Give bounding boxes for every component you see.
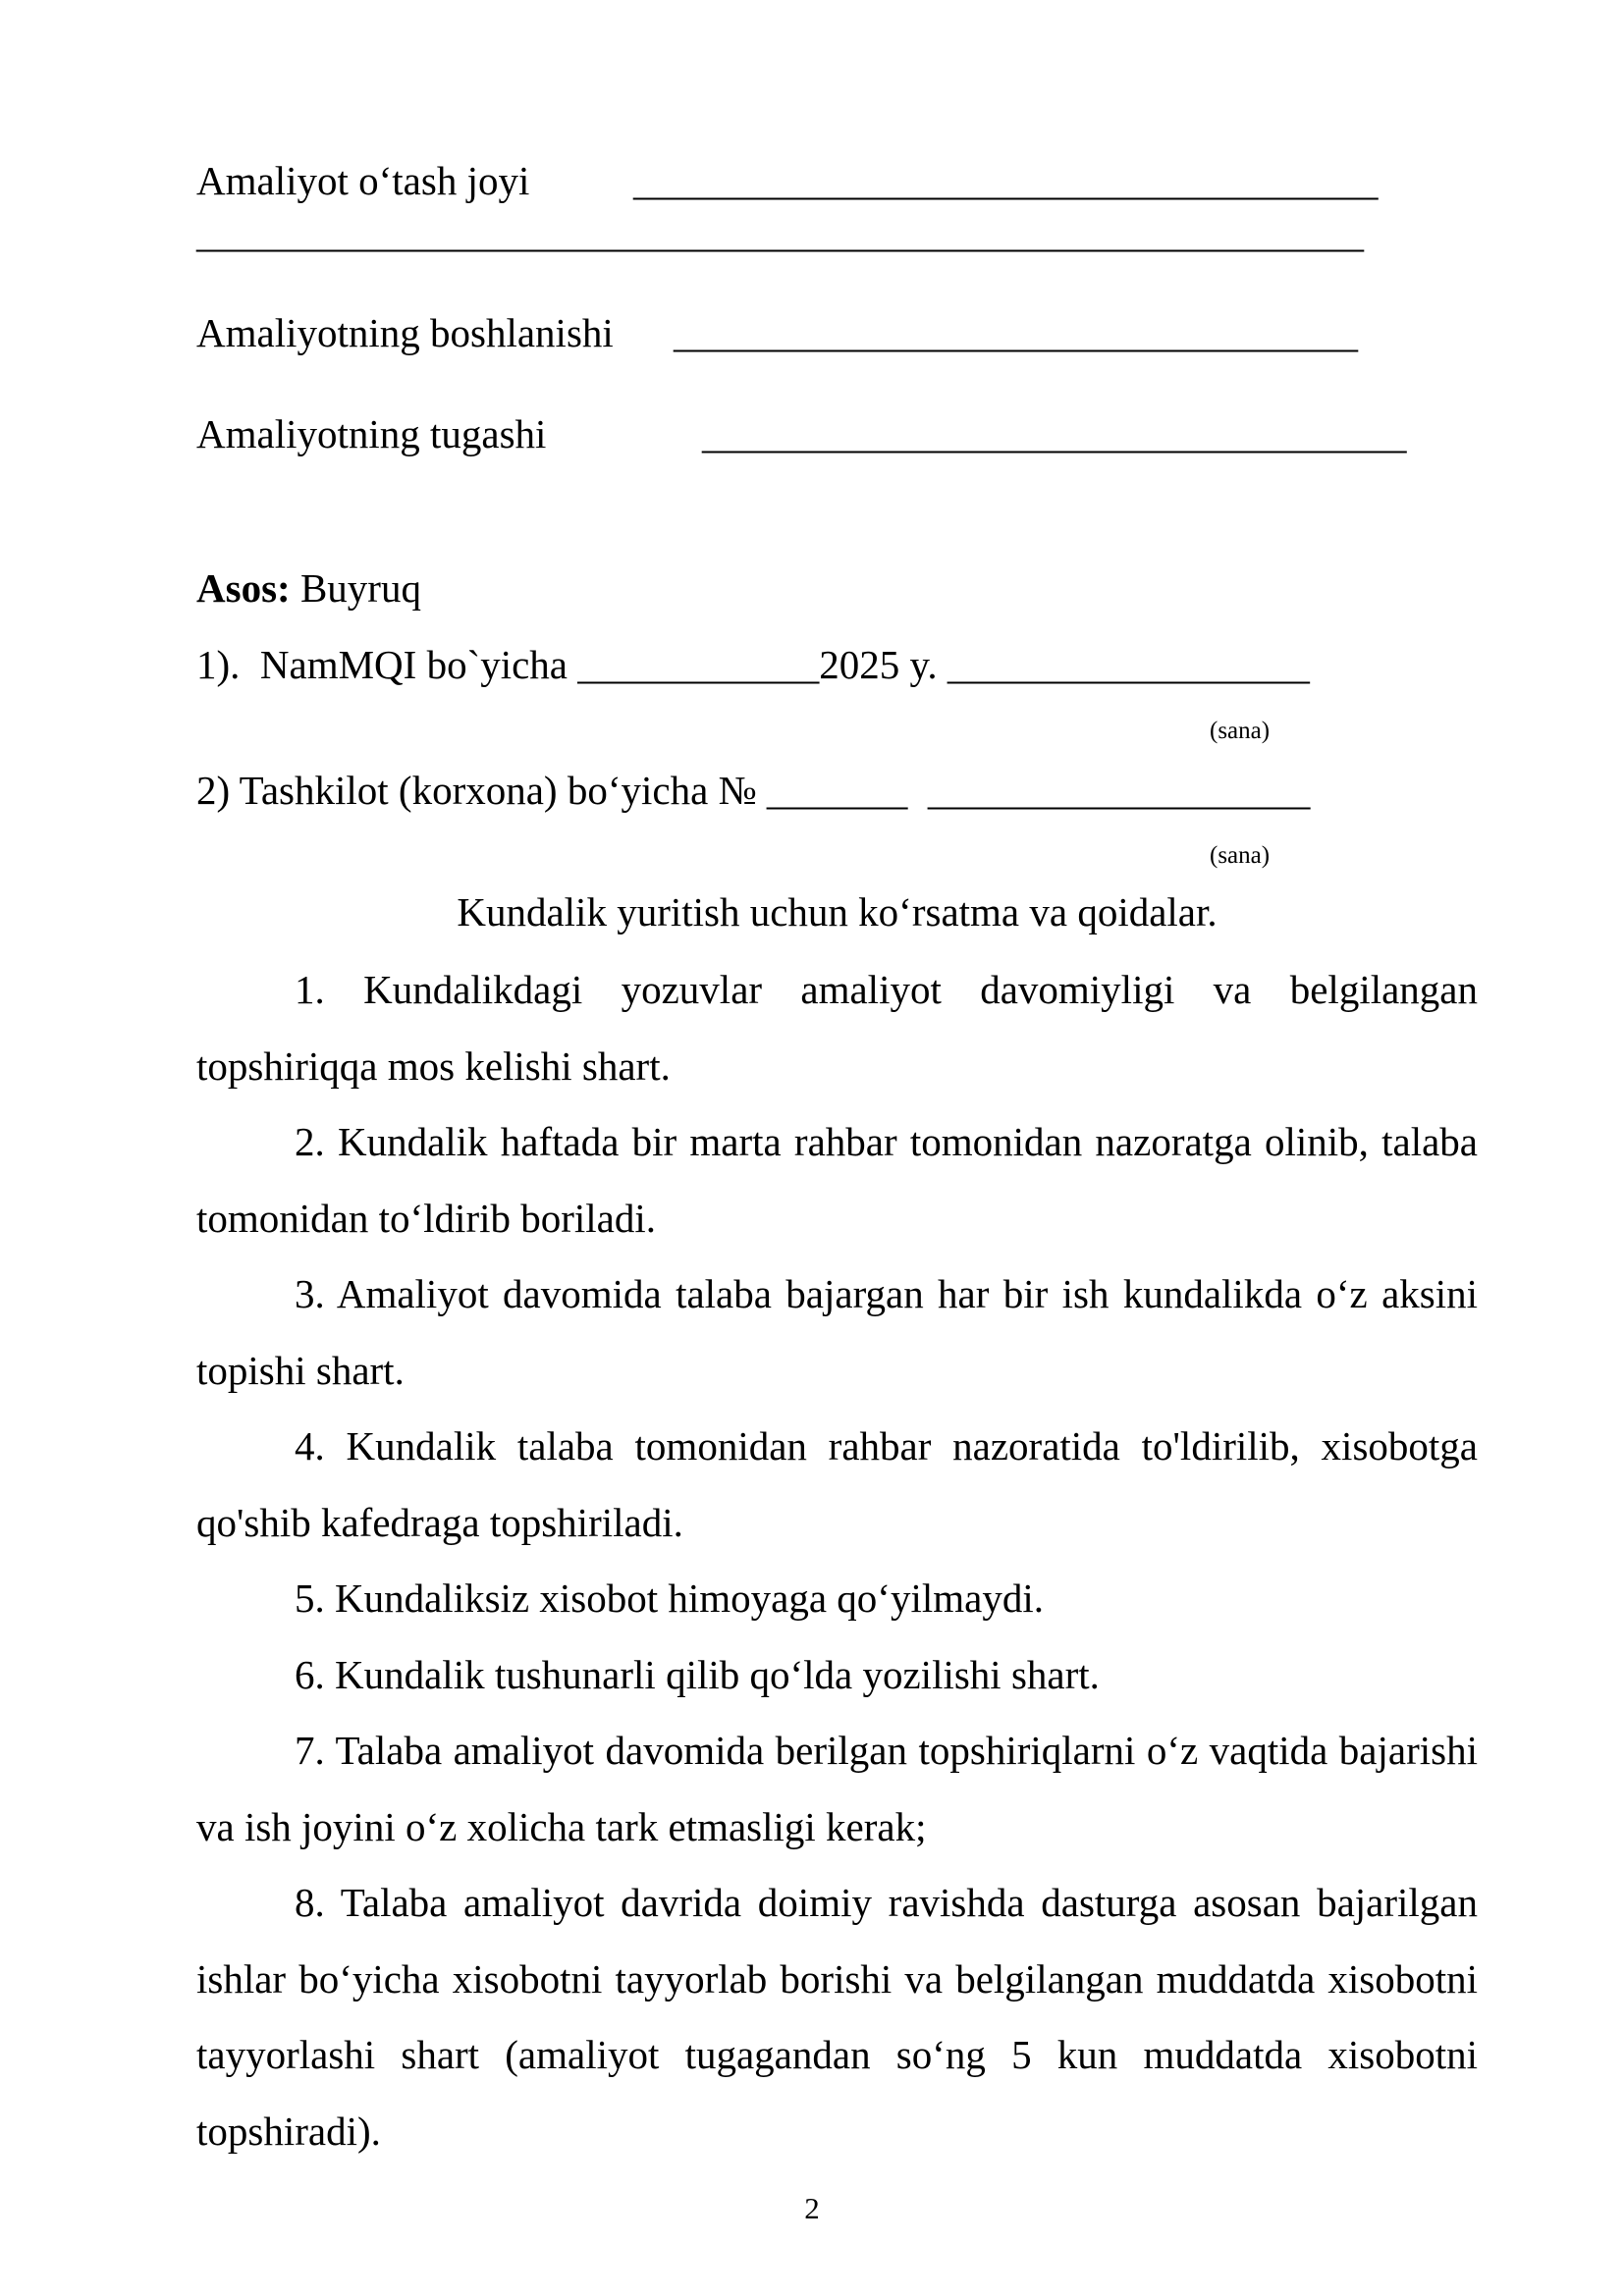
- start-blank: __________________________________: [674, 310, 1358, 355]
- basis-value: Buyruq: [290, 565, 421, 611]
- basis-order-1-date-note: (sana): [1210, 718, 1271, 744]
- end-label: Amaliyotning tugashi: [196, 411, 547, 456]
- basis-line: [196, 564, 421, 612]
- start-label: Amaliyotning boshlanishi: [196, 310, 614, 355]
- basis-order-2-date-note: (sana): [1210, 842, 1271, 869]
- end-blank: ___________________________________: [702, 411, 1407, 456]
- place-blank-second-line: __________________________________________________________: [196, 210, 1364, 255]
- page-number: 2: [804, 2191, 820, 2225]
- instruction-item-8: 8. Talaba amaliyot davrida doimiy ravishda dasturga asosan bajarilgan ishlar bo‘yicha xisobotni tayyorlab borishi va belgilangan muddatda xisobotni tayyorlashi shart (amaliyot tugagandan so‘ng 5 kun muddatda xisobotni topshiradi).: [196, 1880, 1478, 2154]
- place-blank: _____________________________________: [633, 158, 1379, 203]
- place-label: Amaliyot o‘tash joyi: [196, 158, 530, 203]
- instruction-item-3: 3. Amaliyot davomida talaba bajargan har bir ish kundalikda o‘z aksini topishi shart.: [196, 1271, 1478, 1393]
- instruction-item-7: 7. Talaba amaliyot davomida berilgan topshiriqlarni o‘z vaqtida bajarishi va ish joyini o‘z xolicha tark etmasligi kerak;: [196, 1728, 1478, 1849]
- instructions-title: Kundalik yuritish uchun ko‘rsatma va qoidalar.: [457, 889, 1218, 934]
- instruction-item-2: 2. Kundalik haftada bir marta rahbar tomonidan nazoratga olinib, talaba tomonidan to‘ldirib boriladi.: [196, 1119, 1478, 1241]
- instruction-item-5: 5. Kundaliksiz xisobot himoyaga qo‘yilmaydi.: [295, 1575, 1044, 1621]
- instruction-item-4: 4. Kundalik talaba tomonidan rahbar nazoratida to'ldirilib, xisobotga qo'shib kafedraga topshiriladi.: [196, 1423, 1478, 1545]
- instruction-item-6: 6. Kundalik tushunarli qilib qo‘lda yozilishi shart.: [295, 1652, 1100, 1697]
- instruction-item-1: 1. Kundalikdagi yozuvlar amaliyot davomiyligi va belgilangan topshiriqqa mos kelishi shart.: [196, 967, 1478, 1089]
- basis-order-1: 1). NamMQI bo`yicha ____________2025 y. __________________: [196, 642, 1310, 687]
- basis-order-2: 2) Tashkilot (korxona) bo‘yicha № _______ ___________________: [196, 768, 1311, 813]
- basis-label: Asos:: [196, 565, 291, 611]
